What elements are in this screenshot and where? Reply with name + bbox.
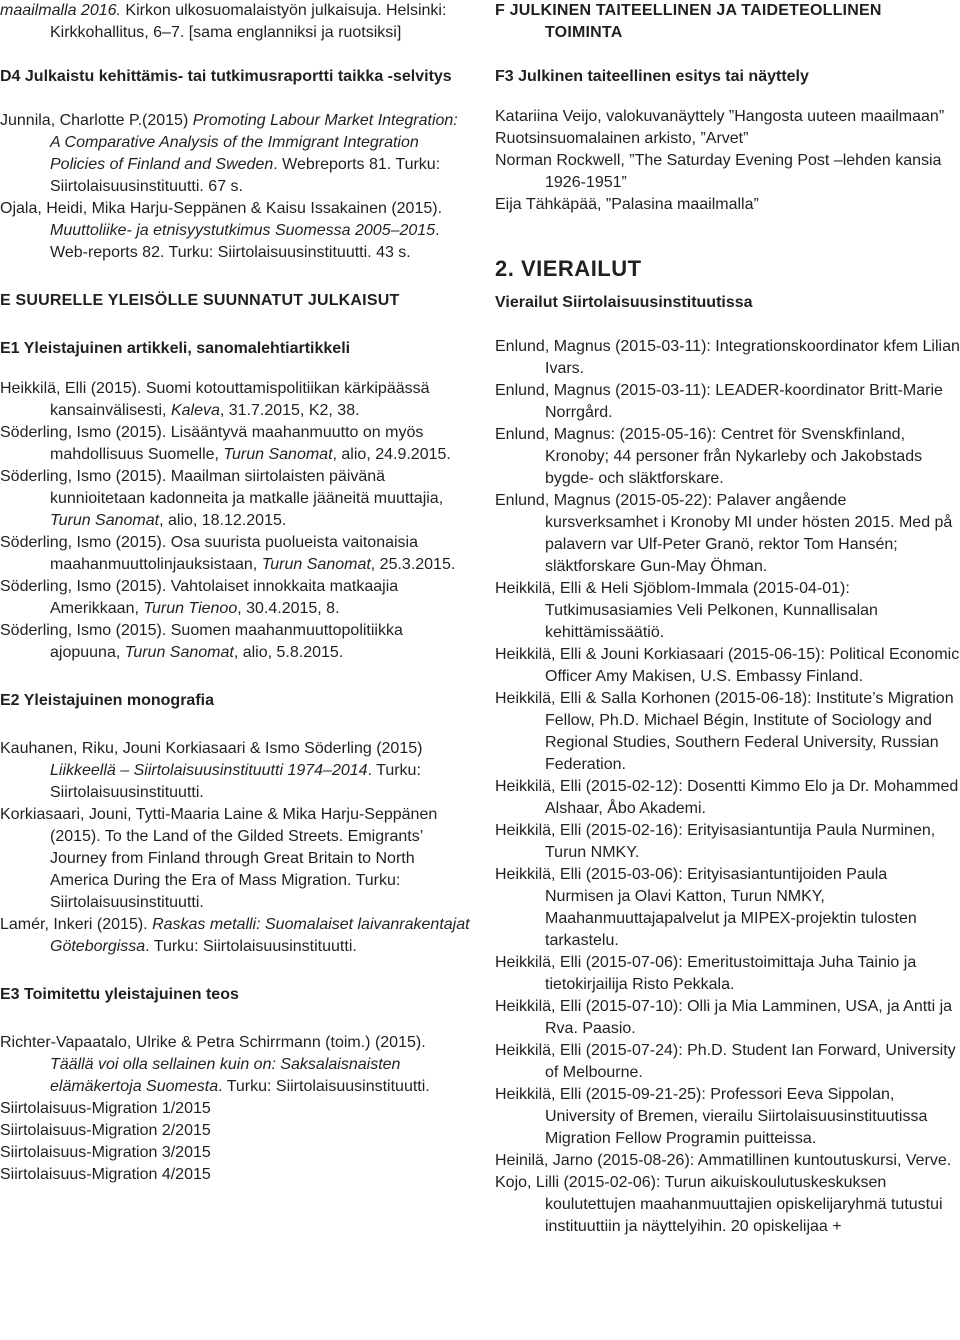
e2-item: Lamér, Inkeri (2015). Raskas metalli: Suomalaiset laivanrakentajat Göteborgissa. Turku: Siirtolaisuusinstituutti. bbox=[0, 916, 470, 955]
visit-item: Heikkilä, Elli (2015-02-12): Dosentti Kimmo Elo ja Dr. Mohammed Alshaar, Åbo Akademi. bbox=[495, 778, 959, 817]
left-column bbox=[0, 0, 470, 1186]
f3-item: Eija Tähkäpää, ”Palasina maailmalla” bbox=[495, 196, 759, 213]
e2-item: Kauhanen, Riku, Jouni Korkiasaari & Ismo Söderling (2015) Liikkeellä ‒ Siirtolaisuusinstituutti 1974‒2014. Turku: Siirtolaisuusinstituutti. bbox=[0, 740, 423, 801]
e1-list bbox=[0, 378, 470, 664]
e-heading: E SUURELLE YLEISÖLLE SUUNNATUT JULKAISUT bbox=[0, 292, 400, 309]
e1-item: Söderling, Ismo (2015). Osa suurista puolueista vaitonaisia maahanmuuttolinjauksistaan, Turun Sanomat, 25.3.2015. bbox=[0, 534, 456, 573]
visit-item: Heikkilä, Elli (2015-02-16): Erityisasiantuntija Paula Nurminen, Turun NMKY. bbox=[495, 822, 936, 861]
migration-item: Siirtolaisuus-Migration 4/2015 bbox=[0, 1166, 211, 1183]
visit-item: Heikkilä, Elli (2015-07-10): Olli ja Mia Lamminen, USA, ja Antti ja Rva. Paasio. bbox=[495, 998, 953, 1037]
visit-item: Enlund, Magnus (2015-05-22): Palaver angående kursverksamhet i Kronoby MI under hösten 2015. Med på palavern var Ulf-Peter Granö, rektor Tom Hansén; släktforskare Gun-May Öhman. bbox=[495, 492, 953, 575]
e1-heading: E1 Yleistajuinen artikkeli, sanomalehtiartikkeli bbox=[0, 340, 351, 357]
visit-item: Heikkilä, Elli (2015-09-21-25): Professori Eeva Sippolan, University of Bremen, vierailu Siirtolaisuusinstituutissa Migration Fellow Programin puitteissa. bbox=[495, 1086, 928, 1147]
visit-item: Enlund, Magnus (2015-03-11): LEADER-koordinator Britt-Marie Norrgård. bbox=[495, 382, 943, 421]
visits-list bbox=[495, 336, 960, 1238]
visit-item: Kojo, Lilli (2015-02-06): Turun aikuiskoulutuskeskuksen koulutettujen maahanmuuttajien opiskelijaryhmä tutustui instituuttiin ja näyttelyihin. 20 opiskelijaa + bbox=[495, 1174, 943, 1235]
visit-item: Heikkilä, Elli & Heli Sjöblom-Immala (2015-04-01): Tutkimusasiamies Veli Pelkonen, Kunnallisalan kehittämissäätiö. bbox=[495, 580, 878, 641]
f3-item: Ruotsinsuomalainen arkisto, ”Arvet” bbox=[495, 130, 749, 147]
visit-item: Heikkilä, Elli & Jouni Korkiasaari (2015-06-15): Political Economic Officer Amy Makisen, U.S. Embassy Finland. bbox=[495, 646, 960, 685]
e1-item: Söderling, Ismo (2015). Maailman siirtolaisten päivänä kunnioitetaan kadonneita ja matkalle jääneitä muuttajia, Turun Sanomat, alio, 18.12.2015. bbox=[0, 468, 444, 529]
e3-heading: E3 Toimitettu yleistajuinen teos bbox=[0, 986, 239, 1003]
e1-item: Söderling, Ismo (2015). Suomen maahanmuuttopolitiikka ajopuuna, Turun Sanomat, alio, 5.8.2015. bbox=[0, 622, 403, 661]
continued-reference bbox=[0, 0, 470, 44]
e3-list bbox=[0, 1032, 470, 1186]
e1-item: Söderling, Ismo (2015). Vahtolaiset innokkaita matkaajia Amerikkaan, Turun Tienoo, 30.4.2015, 8. bbox=[0, 578, 399, 617]
f3-item: Norman Rockwell, ”The Saturday Evening Post ‒lehden kansia 1926-1951” bbox=[495, 152, 942, 191]
d4-list bbox=[0, 110, 470, 264]
f3-list bbox=[495, 106, 960, 216]
continued-title: maailmalla 2016. bbox=[0, 2, 121, 19]
f3-heading: F3 Julkinen taiteellinen esitys tai näyttely bbox=[495, 68, 809, 85]
d4-item: Junnila, Charlotte P.(2015) Promoting Labour Market Integration: A Comparative Analysis of the Immigrant Integration Policies of Finland and Sweden. Webreports 81. Turku: Siirtolaisuusinstituutti. 67 s. bbox=[0, 112, 458, 195]
e3-item: Richter-Vapaatalo, Ulrike & Petra Schirrmann (toim.) (2015). Täällä voi olla sellainen kuin on: Saksalaisnaisten elämäkertoja Suomesta. Turku: Siirtolaisuusinstituutti. bbox=[0, 1034, 430, 1095]
continued-text: Kirkon ulkosuomalaistyön julkaisuja. Helsinki: Kirkkohallitus, 6–7. [sama englanniksi ja ruotsiksi] bbox=[50, 2, 447, 41]
section-2-heading: 2. VIERAILUT bbox=[495, 256, 642, 281]
visit-item: Heikkilä, Elli (2015-07-06): Emeritustoimittaja Juha Tainio ja tietokirjailija Risto Pekkala. bbox=[495, 954, 917, 993]
d4-heading: D4 Julkaistu kehittämis- tai tutkimusraportti taikka -selvitys bbox=[0, 68, 452, 85]
e2-item: Korkiasaari, Jouni, Tytti-Maaria Laine & Mika Harju-Seppänen (2015). To the Land of the Gilded Streets. Emigrants’ Journey from Finland through Great Britain to North America During the Era of Mass Migration. Turku: Siirtolaisuusinstituutti. bbox=[0, 806, 438, 911]
e2-list bbox=[0, 738, 470, 958]
right-column bbox=[495, 0, 960, 1238]
visit-item: Heikkilä, Elli (2015-03-06): Erityisasiantuntijoiden Paula Nurmisen ja Olavi Katton, Turun NMKY, Maahanmuuttajapalvelut ja MIPEX-projektin tulosten tarkastelu. bbox=[495, 866, 917, 949]
migration-item: Siirtolaisuus-Migration 3/2015 bbox=[0, 1144, 211, 1161]
migration-item: Siirtolaisuus-Migration 2/2015 bbox=[0, 1122, 211, 1139]
e2-heading: E2 Yleistajuinen monografia bbox=[0, 692, 214, 709]
visit-item: Heikkilä, Elli (2015-07-24): Ph.D. Student Ian Forward, University of Melbourne. bbox=[495, 1042, 956, 1081]
e1-item: Heikkilä, Elli (2015). Suomi kotouttamispolitiikan kärkipäässä kansainvälisesti, Kaleva, 31.7.2015, K2, 38. bbox=[0, 380, 430, 419]
visit-item: Enlund, Magnus (2015-03-11): Integrationskoordinator kfem Lilian Ivars. bbox=[495, 338, 960, 377]
f3-item: Katariina Veijo, valokuvanäyttely ”Hangosta uuteen maailmaan” bbox=[495, 108, 945, 125]
d4-item: Ojala, Heidi, Mika Harju-Seppänen & Kaisu Issakainen (2015). Muuttoliike- ja etnisyystutkimus Suomessa 2005‒2015. Web-reports 82. Turku: Siirtolaisuusinstituutti. 43 s. bbox=[0, 200, 443, 261]
visits-heading: Vierailut Siirtolaisuusinstituutissa bbox=[495, 294, 753, 311]
migration-item: Siirtolaisuus-Migration 1/2015 bbox=[0, 1100, 211, 1117]
e1-item: Söderling, Ismo (2015). Lisääntyvä maahanmuutto on myös mahdollisuus Suomelle, Turun Sanomat, alio, 24.9.2015. bbox=[0, 424, 451, 463]
visit-item: Heikkilä, Elli & Salla Korhonen (2015-06-18): Institute’s Migration Fellow, Ph.D. Michael Bégin, Institute of Sociology and Regional Studies, Southern Federal University, Russian Federation. bbox=[495, 690, 954, 773]
f-heading: F JULKINEN TAITEELLINEN JA TAIDETEOLLINEN TOIMINTA bbox=[495, 2, 882, 41]
visit-item: Heinilä, Jarno (2015-08-26): Ammatillinen kuntoutuskursi, Verve. bbox=[495, 1152, 952, 1169]
visit-item: Enlund, Magnus: (2015-05-16): Centret för Svenskfinland, Kronoby; 44 personer från Nykarleby och Jakobstads bygde- och släktforskare. bbox=[495, 426, 923, 487]
